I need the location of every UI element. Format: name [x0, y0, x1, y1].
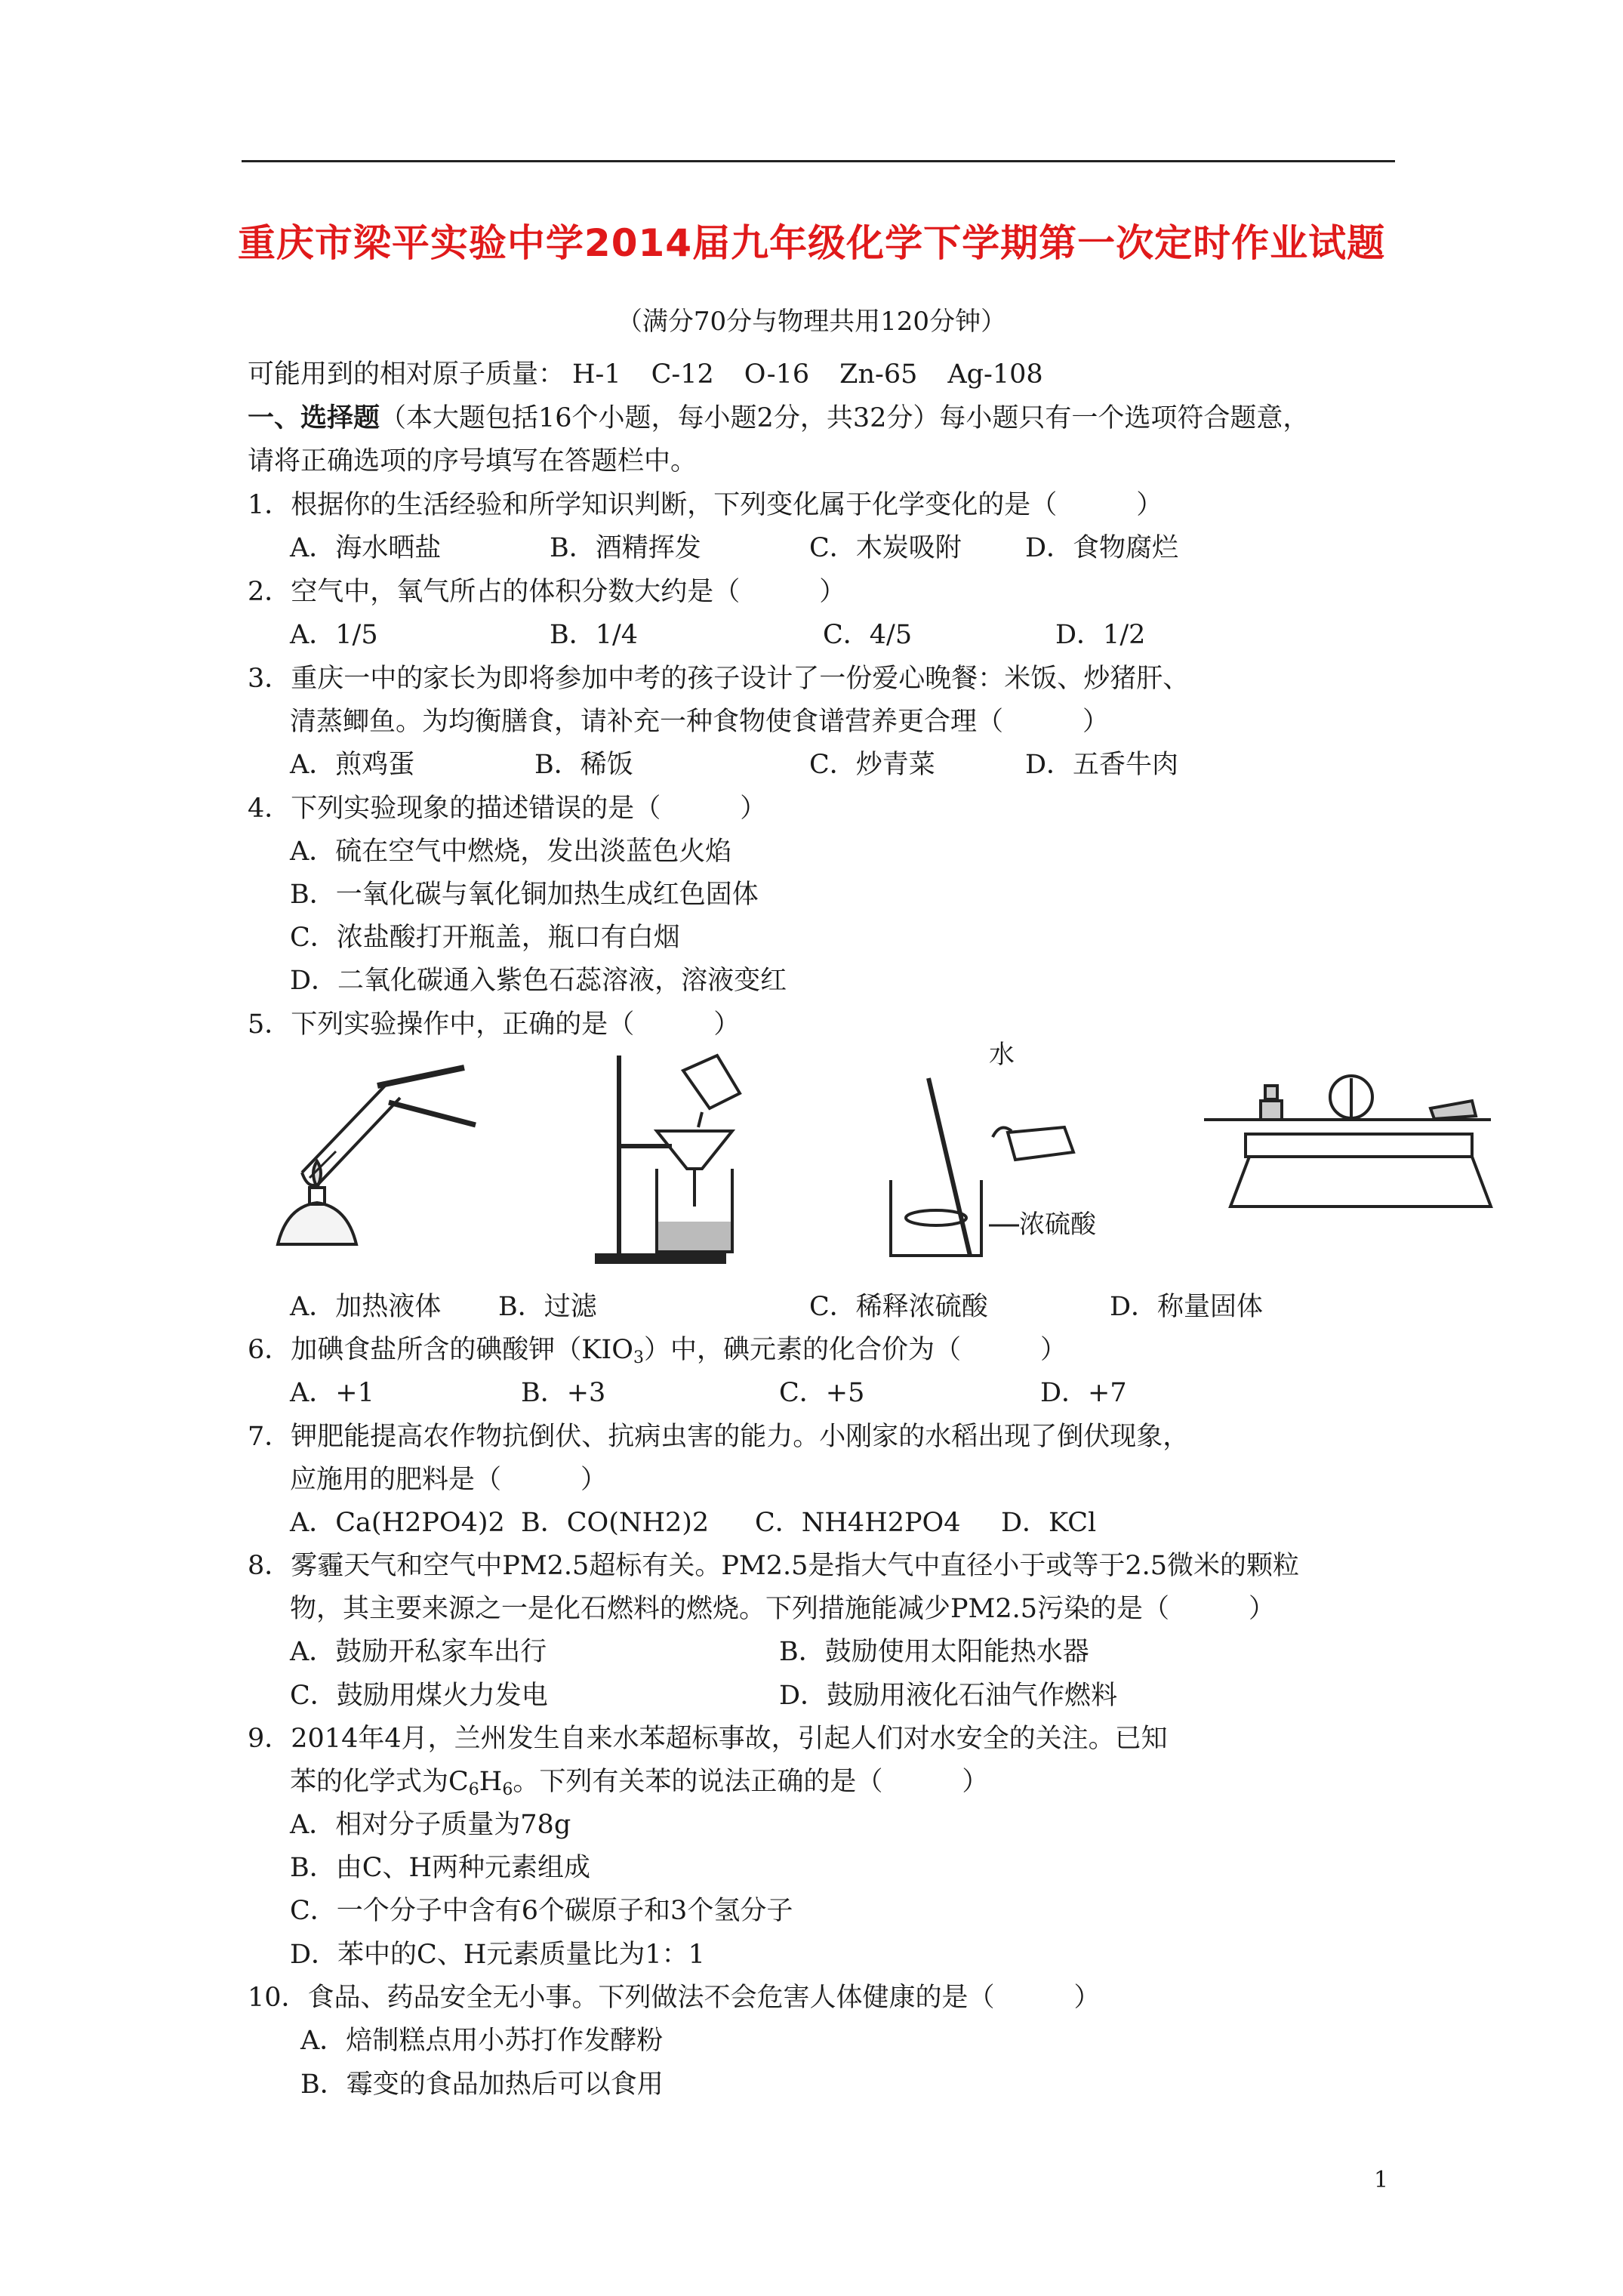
q8-option-a: A．鼓励开私家车出行	[290, 1637, 547, 1667]
q8-option-c: C．鼓励用煤火力发电	[290, 1681, 548, 1711]
q6-stem-pre: 6．加碘食盐所含的碘酸钾（KIO	[248, 1335, 633, 1365]
q8-stem-2: 物，其主要来源之一是化石燃料的燃烧。下列措施能减少PM2.5污染的是（ ）	[290, 1594, 1276, 1624]
q7-option-c: C．NH4H2PO4	[755, 1508, 961, 1538]
q4-option-c: C．浓盐酸打开瓶盖，瓶口有白烟	[290, 923, 680, 953]
atomic-mass-zn: Zn-65	[839, 359, 918, 390]
q9-option-d: D．苯中的C、H元素质量比为1：1	[290, 1940, 705, 1970]
label-concentrated-acid: 浓硫酸	[1019, 1210, 1096, 1240]
q5-stem: 5．下列实验操作中，正确的是（ ）	[248, 1009, 741, 1040]
section-heading	[248, 397, 1309, 435]
q10-option-b: B．霉变的食品加热后可以食用	[300, 2069, 664, 2100]
q3-option-d: D．五香牛肉	[1025, 750, 1179, 780]
q3-option-c: C．炒青菜	[809, 750, 935, 780]
q3-option-a: A．煎鸡蛋	[290, 750, 415, 780]
q10-option-a: A．焙制糕点用小苏打作发酵粉	[300, 2026, 664, 2056]
q3-stem: 3．重庆一中的家长为即将参加中考的孩子设计了一份爱心晚餐：米饭、炒猪肝、	[248, 664, 1190, 694]
q8-stem: 8．雾霾天气和空气中PM2.5超标有关。PM2.5是指大气中直径小于或等于2.5微米的颗粒	[248, 1551, 1300, 1581]
balance-diagram	[1204, 1076, 1491, 1207]
atomic-masses	[248, 353, 1073, 391]
q2-option-b: B．1/4	[550, 620, 639, 650]
page-number: 1	[1374, 2167, 1389, 2193]
q10-stem: 10．食品、药品安全无小事。下列做法不会危害人体健康的是（ ）	[248, 1983, 1101, 2013]
q2-option-a: A．1/5	[290, 620, 378, 650]
header-rule	[242, 160, 1395, 162]
q6-option-c: C．+5	[779, 1378, 865, 1408]
atomic-mass-ag: Ag-108	[947, 359, 1043, 390]
q1-option-b: B．酒精挥发	[550, 533, 701, 563]
q4-stem: 4．下列实验现象的描述错误的是（ ）	[248, 794, 767, 824]
q9-stem-2: 苯的化学式为$C_6H_6$。下列有关苯的说法正确的是（ ）	[290, 1767, 989, 1799]
atomic-mass-c: C-12	[651, 359, 714, 390]
q9-stem-2-post: 。下列有关苯的说法正确的是（ ）	[513, 1767, 989, 1797]
q5-option-c: C．稀释浓硫酸	[809, 1292, 988, 1322]
exam-subtitle: （满分70分与物理共用120分钟）	[616, 307, 1007, 337]
section-title: 一、选择题	[248, 402, 380, 433]
q6-option-b: B．+3	[521, 1378, 606, 1408]
q1-option-d: D．食物腐烂	[1025, 533, 1179, 563]
q8-option-b: B．鼓励使用太阳能热水器	[779, 1637, 1089, 1667]
heating-liquid-diagram	[278, 1068, 476, 1244]
q5-option-a: A．加热液体	[290, 1292, 442, 1322]
page-title: 重庆市梁平实验中学2014届九年级化学下学期第一次定时作业试题	[237, 221, 1386, 265]
q7-stem-2: 应施用的肥料是（ ）	[290, 1465, 608, 1495]
q1-option-a: A．海水晒盐	[290, 533, 442, 563]
q6-stem-subscript: 3	[633, 1348, 644, 1367]
q5-option-d: D．称量固体	[1110, 1292, 1264, 1322]
atomic-masses-label: 可能用到的相对原子质量：	[248, 359, 565, 390]
atomic-mass-h: H-1	[572, 359, 621, 390]
q2-stem: 2．空气中，氧气所占的体积分数大约是（ ）	[248, 577, 846, 607]
q5-option-b: B．过滤	[498, 1292, 597, 1322]
q6-option-a: A．+1	[290, 1378, 374, 1408]
q9-option-b: B．由C、H两种元素组成	[290, 1853, 591, 1883]
q9-option-a: A．相对分子质量为78g	[290, 1810, 571, 1840]
section-note-2: 请将正确选项的序号填写在答题栏中。	[248, 446, 698, 476]
q8-option-d: D．鼓励用液化石油气作燃料	[779, 1681, 1118, 1711]
filtration-diagram	[596, 1056, 740, 1262]
q9-stem: 9．2014年4月，兰州发生自来水苯超标事故，引起人们对水安全的关注。已知	[248, 1724, 1168, 1754]
q4-option-b: B．一氧化碳与氧化铜加热生成红色固体	[290, 880, 759, 910]
q7-option-d: D．KCl	[1001, 1508, 1097, 1538]
atomic-mass-o: O-16	[744, 359, 810, 390]
q2-option-d: D．1/2	[1055, 620, 1146, 650]
q4-option-d: D．二氧化碳通入紫色石蕊溶液，溶液变红	[290, 966, 787, 996]
q3-stem-2: 清蒸鲫鱼。为均衡膳食，请补充一种食物使食谱营养更合理（ ）	[290, 707, 1110, 737]
q6-stem-post: ）中，碘元素的化合价为（ ）	[643, 1335, 1067, 1365]
section-note: （本大题包括16个小题，每小题2分，共32分）每小题只有一个选项符合题意，	[380, 403, 1310, 433]
q1-stem: 1．根据你的生活经验和所学知识判断，下列变化属于化学变化的是（ ）	[248, 490, 1163, 520]
q6-option-d: D．+7	[1040, 1378, 1127, 1408]
q7-stem: 7．钾肥能提高农作物抗倒伏、抗病虫害的能力。小刚家的水稻出现了倒伏现象，	[248, 1422, 1190, 1452]
q7-option-a: A．Ca(H2PO4)2	[290, 1508, 505, 1538]
q9-option-c: C．一个分子中含有6个碳原子和3个氢分子	[290, 1896, 793, 1926]
lab-apparatus-figure	[264, 1040, 1502, 1267]
q1-option-c: C．木炭吸附	[809, 533, 962, 563]
q7-option-b: B．CO(NH2)2	[521, 1508, 710, 1538]
q3-option-b: B．稀饭	[534, 750, 633, 780]
q6-stem	[248, 1329, 1067, 1367]
q4-option-a: A．硫在空气中燃烧，发出淡蓝色火焰	[290, 837, 732, 867]
q2-option-c: C．4/5	[823, 620, 913, 650]
label-water: 水	[989, 1040, 1015, 1070]
q9-stem-2-pre: 苯的化学式为C	[290, 1767, 469, 1797]
